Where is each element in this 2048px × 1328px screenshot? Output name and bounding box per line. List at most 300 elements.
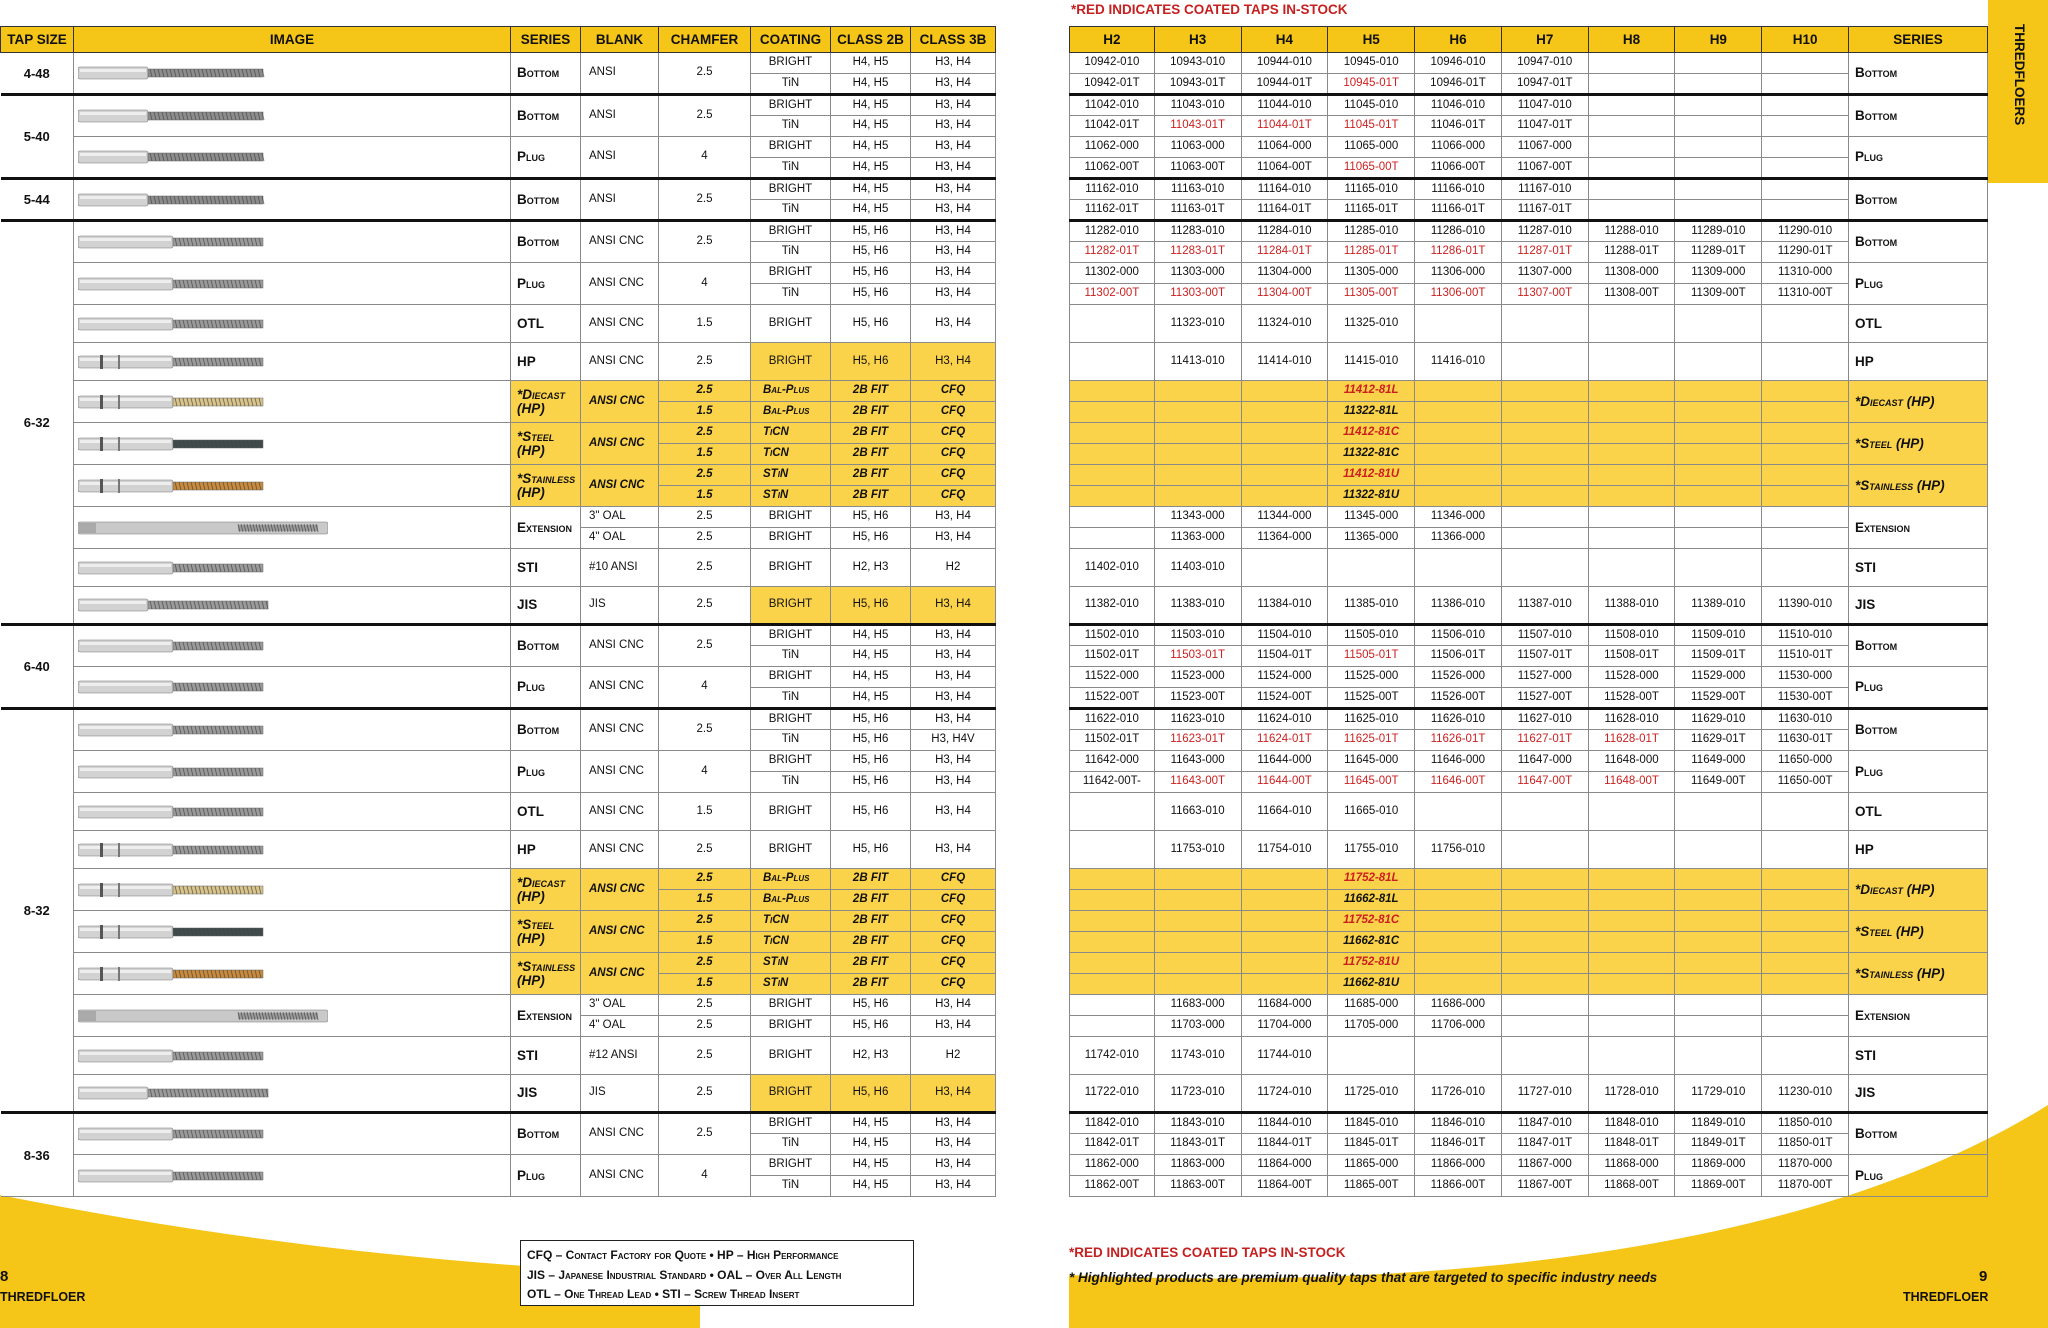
- part-number-cell: 11650-00T: [1762, 772, 1849, 793]
- part-number-cell: 11065-000: [1328, 137, 1415, 158]
- part-number-cell: 11505-010: [1328, 625, 1415, 646]
- part-number-cell: 11343-000: [1154, 507, 1241, 528]
- chamfer-cell: 2.5: [659, 179, 751, 221]
- class-3b-cell: H3, H4: [911, 137, 996, 158]
- part-number-cell: 11869-00T: [1675, 1176, 1762, 1197]
- part-number-cell: [1415, 911, 1502, 932]
- part-number-cell: [1675, 465, 1762, 486]
- part-number-cell: 11164-010: [1241, 179, 1328, 200]
- part-number-cell: [1588, 423, 1675, 444]
- series-cell-right: STI: [1849, 549, 1988, 587]
- class-3b-cell: H3, H4: [911, 1134, 996, 1155]
- part-number-cell: [1415, 549, 1502, 587]
- class-2b-cell: H2, H3: [831, 549, 911, 587]
- class-2b-cell: 2B FIT: [831, 465, 911, 486]
- part-number-cell: 11345-000: [1328, 507, 1415, 528]
- blank-cell: JIS: [581, 1075, 659, 1113]
- part-number-cell: [1588, 486, 1675, 507]
- part-number-cell: 11864-00T: [1241, 1176, 1328, 1197]
- part-number-cell: [1154, 486, 1241, 507]
- part-number-cell: 11290-01T: [1762, 242, 1849, 263]
- part-number-cell: [1588, 995, 1675, 1016]
- series-cell-right: Plug: [1849, 1155, 1988, 1197]
- part-number-cell: 11322-81U: [1328, 486, 1415, 507]
- part-number-cell: [1762, 381, 1849, 402]
- part-number-cell: 11282-010: [1070, 221, 1155, 242]
- left-table-row: [1, 221, 996, 242]
- tap-image-cell: [74, 423, 511, 465]
- class-2b-cell: H4, H5: [831, 158, 911, 179]
- chamfer-cell: 1.5: [659, 793, 751, 831]
- class-2b-cell: 2B FIT: [831, 869, 911, 890]
- class-3b-cell: H3, H4: [911, 646, 996, 667]
- coating-cell: BRIGHT: [751, 793, 831, 831]
- class-3b-cell: H3, H4: [911, 667, 996, 688]
- part-number-cell: [1154, 953, 1241, 974]
- part-number-cell: 11626-01T: [1415, 730, 1502, 751]
- part-number-cell: 11045-010: [1328, 95, 1415, 116]
- part-number-cell: 11165-01T: [1328, 200, 1415, 221]
- part-number-cell: 11647-000: [1501, 751, 1588, 772]
- tap-image: [78, 882, 278, 898]
- tap-image-cell: [74, 263, 511, 305]
- coating-cell: TiCN: [751, 911, 831, 932]
- tap-image: [78, 354, 278, 370]
- coating-cell: BRIGHT: [751, 709, 831, 730]
- series-cell-right: STI: [1849, 1037, 1988, 1075]
- tap-image-cell: [74, 343, 511, 381]
- part-number-cell: [1415, 793, 1502, 831]
- part-number-cell: 11162-01T: [1070, 200, 1155, 221]
- part-number-cell: [1241, 444, 1328, 465]
- part-number-cell: 11752-81C: [1328, 911, 1415, 932]
- part-number-cell: 11662-81L: [1328, 890, 1415, 911]
- part-number-cell: 11344-000: [1241, 507, 1328, 528]
- class-3b-cell: CFQ: [911, 974, 996, 995]
- tap-image-cell: [74, 953, 511, 995]
- tap-image: [78, 560, 278, 576]
- part-number-cell: [1501, 381, 1588, 402]
- coating-cell: BRIGHT: [751, 528, 831, 549]
- part-number-cell: 11868-00T: [1588, 1176, 1675, 1197]
- class-2b-cell: H5, H6: [831, 284, 911, 305]
- part-number-cell: 11525-00T: [1328, 688, 1415, 709]
- part-number-cell: 10946-01T: [1415, 74, 1502, 95]
- class-2b-cell: H5, H6: [831, 221, 911, 242]
- part-number-cell: [1588, 465, 1675, 486]
- part-number-cell: 11287-010: [1501, 221, 1588, 242]
- part-number-cell: [1762, 528, 1849, 549]
- left-table-row: [1, 465, 996, 486]
- part-number-cell: 11047-01T: [1501, 116, 1588, 137]
- blank-cell: ANSI: [581, 137, 659, 179]
- part-number-cell: 11285-01T: [1328, 242, 1415, 263]
- part-number-cell: 11644-00T: [1241, 772, 1328, 793]
- part-number-cell: [1675, 381, 1762, 402]
- part-number-cell: [1241, 549, 1328, 587]
- series-cell-right: HP: [1849, 343, 1988, 381]
- part-number-cell: [1415, 402, 1502, 423]
- part-number-cell: [1762, 343, 1849, 381]
- right-table-row: [1070, 667, 1988, 688]
- class-2b-cell: H4, H5: [831, 74, 911, 95]
- class-2b-cell: H4, H5: [831, 1176, 911, 1197]
- part-number-cell: 11289-01T: [1675, 242, 1762, 263]
- tap-image: [78, 597, 278, 613]
- coating-cell: BRIGHT: [751, 507, 831, 528]
- part-number-cell: 11642-00T-: [1070, 772, 1155, 793]
- tap-image: [78, 108, 278, 124]
- left-table-row: [1, 587, 996, 625]
- left-table-row: [1, 625, 996, 646]
- part-number-cell: 11529-000: [1675, 667, 1762, 688]
- part-number-cell: 11529-00T: [1675, 688, 1762, 709]
- tap-image-cell: [74, 751, 511, 793]
- left-table-row: [1, 381, 996, 402]
- tap-image-cell: [74, 831, 511, 869]
- part-number-cell: 11066-000: [1415, 137, 1502, 158]
- left-table-row: [1, 793, 996, 831]
- part-number-cell: 11625-010: [1328, 709, 1415, 730]
- part-number-cell: [1588, 116, 1675, 137]
- part-number-cell: 11323-010: [1154, 305, 1241, 343]
- blank-cell: ANSI CNC: [581, 263, 659, 305]
- part-number-cell: [1675, 158, 1762, 179]
- coating-cell: BRIGHT: [751, 549, 831, 587]
- tap-image: [78, 65, 278, 81]
- part-number-cell: [1588, 932, 1675, 953]
- part-number-cell: [1762, 549, 1849, 587]
- part-number-cell: 11508-010: [1588, 625, 1675, 646]
- left-table-row: [1, 667, 996, 688]
- part-number-cell: 11046-010: [1415, 95, 1502, 116]
- part-number-cell: 11630-010: [1762, 709, 1849, 730]
- right-table-row: [1070, 751, 1988, 772]
- part-number-cell: [1588, 158, 1675, 179]
- part-number-cell: 11386-010: [1415, 587, 1502, 625]
- right-table-row: [1070, 263, 1988, 284]
- class-3b-cell: H3, H4: [911, 995, 996, 1016]
- part-number-cell: [1328, 1037, 1415, 1075]
- part-number-cell: [1070, 381, 1155, 402]
- coating-cell: TiN: [751, 1134, 831, 1155]
- coating-cell: TiN: [751, 688, 831, 709]
- blank-cell: JIS: [581, 587, 659, 625]
- right-table-row: [1070, 305, 1988, 343]
- class-3b-cell: H3, H4: [911, 587, 996, 625]
- tap-image-cell: [74, 995, 511, 1037]
- part-number-cell: [1762, 200, 1849, 221]
- part-number-cell: [1588, 831, 1675, 869]
- part-number-cell: 11064-00T: [1241, 158, 1328, 179]
- part-number-cell: 11044-010: [1241, 95, 1328, 116]
- part-number-cell: 11506-010: [1415, 625, 1502, 646]
- class-2b-cell: H4, H5: [831, 137, 911, 158]
- part-number-cell: 11366-000: [1415, 528, 1502, 549]
- part-number-cell: 11724-010: [1241, 1075, 1328, 1113]
- part-number-cell: 11510-010: [1762, 625, 1849, 646]
- part-number-cell: 11743-010: [1154, 1037, 1241, 1075]
- part-number-cell: 11284-010: [1241, 221, 1328, 242]
- part-number-cell: 11066-00T: [1415, 158, 1502, 179]
- part-number-cell: 11843-010: [1154, 1113, 1241, 1134]
- right-table-row: [1070, 995, 1988, 1016]
- part-number-cell: 11648-000: [1588, 751, 1675, 772]
- part-number-cell: 11868-000: [1588, 1155, 1675, 1176]
- coating-cell: TiN: [751, 116, 831, 137]
- right-table-row: [1070, 1155, 1988, 1176]
- series-cell: Plug: [511, 751, 581, 793]
- tap-image-cell: [74, 305, 511, 343]
- part-number-cell: [1762, 1016, 1849, 1037]
- part-number-cell: [1675, 179, 1762, 200]
- right-partnumber-table: [1069, 26, 1988, 1197]
- right-table-row: [1070, 423, 1988, 444]
- series-cell: JIS: [511, 587, 581, 625]
- series-cell: STI: [511, 549, 581, 587]
- right-table-row: [1070, 911, 1988, 932]
- part-number-cell: [1328, 549, 1415, 587]
- coating-cell: TiN: [751, 772, 831, 793]
- part-number-cell: [1762, 95, 1849, 116]
- class-3b-cell: H3, H4: [911, 74, 996, 95]
- coating-cell: BRIGHT: [751, 1037, 831, 1075]
- part-number-cell: [1241, 465, 1328, 486]
- series-cell: Bottom: [511, 95, 581, 137]
- part-number-cell: [1501, 793, 1588, 831]
- tap-image-cell: [74, 625, 511, 667]
- part-number-cell: 11842-010: [1070, 1113, 1155, 1134]
- part-number-cell: 11044-01T: [1241, 116, 1328, 137]
- part-number-cell: [1501, 486, 1588, 507]
- left-spec-table: [0, 26, 996, 1197]
- chamfer-cell: 2.5: [659, 528, 751, 549]
- tap-image: [78, 679, 278, 695]
- part-number-cell: 11322-81C: [1328, 444, 1415, 465]
- coating-cell: TiCN: [751, 423, 831, 444]
- part-number-cell: 10946-010: [1415, 53, 1502, 74]
- chamfer-cell: 2.5: [659, 95, 751, 137]
- part-number-cell: [1588, 1037, 1675, 1075]
- part-number-cell: 11663-010: [1154, 793, 1241, 831]
- part-number-cell: 11863-000: [1154, 1155, 1241, 1176]
- part-number-cell: [1154, 974, 1241, 995]
- part-number-cell: [1762, 116, 1849, 137]
- part-number-cell: [1675, 995, 1762, 1016]
- part-number-cell: 11046-01T: [1415, 116, 1502, 137]
- part-number-cell: 11043-010: [1154, 95, 1241, 116]
- part-number-cell: 11524-00T: [1241, 688, 1328, 709]
- part-number-cell: 11165-010: [1328, 179, 1415, 200]
- class-2b-cell: 2B FIT: [831, 974, 911, 995]
- part-number-cell: [1762, 444, 1849, 465]
- coating-cell: TiCN: [751, 932, 831, 953]
- tap-image: [78, 394, 278, 410]
- page-number-left: 8: [0, 1268, 9, 1285]
- chamfer-cell: 2.5: [659, 381, 751, 402]
- part-number-cell: 11289-010: [1675, 221, 1762, 242]
- abbreviation-legend: [520, 1240, 914, 1306]
- part-number-cell: 11628-010: [1588, 709, 1675, 730]
- part-number-cell: 11729-010: [1675, 1075, 1762, 1113]
- coating-cell: TiN: [751, 730, 831, 751]
- part-number-cell: [1501, 1016, 1588, 1037]
- part-number-cell: 11064-000: [1241, 137, 1328, 158]
- chamfer-cell: 2.5: [659, 343, 751, 381]
- part-number-cell: 11415-010: [1328, 343, 1415, 381]
- series-cell-right: HP: [1849, 831, 1988, 869]
- part-number-cell: [1588, 549, 1675, 587]
- part-number-cell: 11163-01T: [1154, 200, 1241, 221]
- tap-image: [78, 966, 278, 982]
- part-number-cell: [1241, 911, 1328, 932]
- part-number-cell: [1675, 1016, 1762, 1037]
- part-number-cell: 11287-01T: [1501, 242, 1588, 263]
- part-number-cell: [1588, 974, 1675, 995]
- part-number-cell: [1675, 1037, 1762, 1075]
- part-number-cell: 11403-010: [1154, 549, 1241, 587]
- part-number-cell: 11310-000: [1762, 263, 1849, 284]
- part-number-cell: [1675, 423, 1762, 444]
- series-cell: *Stainless (HP): [511, 953, 581, 995]
- part-number-cell: 11390-010: [1762, 587, 1849, 625]
- part-number-cell: [1675, 137, 1762, 158]
- part-number-cell: 11753-010: [1154, 831, 1241, 869]
- part-number-cell: 11167-01T: [1501, 200, 1588, 221]
- class-3b-cell: CFQ: [911, 890, 996, 911]
- series-cell: Bottom: [511, 53, 581, 95]
- coating-cell: Bal-Plus: [751, 381, 831, 402]
- part-number-cell: [1070, 974, 1155, 995]
- part-number-cell: 11388-010: [1588, 587, 1675, 625]
- class-2b-cell: H2, H3: [831, 1037, 911, 1075]
- part-number-cell: [1070, 465, 1155, 486]
- blank-cell: ANSI CNC: [581, 1113, 659, 1155]
- part-number-cell: [1675, 793, 1762, 831]
- part-number-cell: [1762, 831, 1849, 869]
- class-2b-cell: H5, H6: [831, 772, 911, 793]
- coating-cell: TiCN: [751, 444, 831, 465]
- coating-cell: BRIGHT: [751, 1155, 831, 1176]
- right-table-row: [1070, 1037, 1988, 1075]
- part-number-cell: 11522-00T: [1070, 688, 1155, 709]
- part-number-cell: 11850-01T: [1762, 1134, 1849, 1155]
- part-number-cell: [1415, 1037, 1502, 1075]
- class-3b-cell: H3, H4: [911, 1113, 996, 1134]
- part-number-cell: [1762, 158, 1849, 179]
- blank-cell: ANSI CNC: [581, 667, 659, 709]
- blank-cell: ANSI CNC: [581, 343, 659, 381]
- blank-cell: ANSI CNC: [581, 953, 659, 995]
- part-number-cell: [1070, 444, 1155, 465]
- series-cell-right: Bottom: [1849, 1113, 1988, 1155]
- header-series-right: SERIES: [1849, 27, 1988, 53]
- part-number-cell: 11863-00T: [1154, 1176, 1241, 1197]
- class-2b-cell: H5, H6: [831, 793, 911, 831]
- part-number-cell: 11626-010: [1415, 709, 1502, 730]
- part-number-cell: 11862-000: [1070, 1155, 1155, 1176]
- tap-image-cell: [74, 709, 511, 751]
- part-number-cell: [1415, 974, 1502, 995]
- coating-cell: BRIGHT: [751, 1016, 831, 1037]
- series-cell: STI: [511, 1037, 581, 1075]
- part-number-cell: 10942-01T: [1070, 74, 1155, 95]
- part-number-cell: [1675, 890, 1762, 911]
- right-table-row: [1070, 1113, 1988, 1134]
- part-number-cell: 11306-00T: [1415, 284, 1502, 305]
- tap-image: [78, 520, 328, 536]
- part-number-cell: [1762, 465, 1849, 486]
- class-3b-cell: H2: [911, 1037, 996, 1075]
- series-cell-right: JIS: [1849, 587, 1988, 625]
- header-h9: H9: [1675, 27, 1762, 53]
- part-number-cell: [1762, 1037, 1849, 1075]
- part-number-cell: 11662-81C: [1328, 932, 1415, 953]
- class-2b-cell: 2B FIT: [831, 890, 911, 911]
- chamfer-cell: 2.5: [659, 831, 751, 869]
- class-2b-cell: H4, H5: [831, 625, 911, 646]
- part-number-cell: 11063-00T: [1154, 158, 1241, 179]
- part-number-cell: 11725-010: [1328, 1075, 1415, 1113]
- right-table-row: [1070, 95, 1988, 116]
- class-3b-cell: H3, H4: [911, 263, 996, 284]
- part-number-cell: 11754-010: [1241, 831, 1328, 869]
- part-number-cell: [1588, 953, 1675, 974]
- part-number-cell: [1588, 402, 1675, 423]
- part-number-cell: 10943-01T: [1154, 74, 1241, 95]
- blank-cell: ANSI CNC: [581, 793, 659, 831]
- part-number-cell: 11363-000: [1154, 528, 1241, 549]
- left-table-row: [1, 869, 996, 890]
- chamfer-cell: 1.5: [659, 486, 751, 507]
- part-number-cell: [1415, 486, 1502, 507]
- class-2b-cell: H4, H5: [831, 646, 911, 667]
- part-number-cell: [1070, 305, 1155, 343]
- coating-cell: BRIGHT: [751, 343, 831, 381]
- part-number-cell: 11507-01T: [1501, 646, 1588, 667]
- tap-image: [78, 1168, 278, 1184]
- part-number-cell: [1675, 305, 1762, 343]
- series-cell-right: Plug: [1849, 667, 1988, 709]
- part-number-cell: [1415, 890, 1502, 911]
- left-table-row: [1, 1113, 996, 1134]
- part-number-cell: 10944-010: [1241, 53, 1328, 74]
- part-number-cell: [1501, 890, 1588, 911]
- part-number-cell: [1675, 549, 1762, 587]
- part-number-cell: 11067-00T: [1501, 158, 1588, 179]
- part-number-cell: 11686-000: [1415, 995, 1502, 1016]
- coating-cell: TiN: [751, 74, 831, 95]
- part-number-cell: 11844-01T: [1241, 1134, 1328, 1155]
- class-2b-cell: 2B FIT: [831, 486, 911, 507]
- part-number-cell: 11310-00T: [1762, 284, 1849, 305]
- chamfer-cell: 1.5: [659, 305, 751, 343]
- part-number-cell: 11645-00T: [1328, 772, 1415, 793]
- part-number-cell: 11703-000: [1154, 1016, 1241, 1037]
- left-table-row: [1, 751, 996, 772]
- left-table-row: [1, 1037, 996, 1075]
- part-number-cell: 11643-00T: [1154, 772, 1241, 793]
- class-3b-cell: CFQ: [911, 953, 996, 974]
- part-number-cell: 11309-00T: [1675, 284, 1762, 305]
- tap-size-cell: 5-44: [1, 179, 74, 221]
- class-2b-cell: H5, H6: [831, 1075, 911, 1113]
- chamfer-cell: 2.5: [659, 1037, 751, 1075]
- part-number-cell: [1501, 507, 1588, 528]
- class-3b-cell: H3, H4: [911, 1075, 996, 1113]
- tap-image: [78, 804, 278, 820]
- right-table-row: [1070, 1075, 1988, 1113]
